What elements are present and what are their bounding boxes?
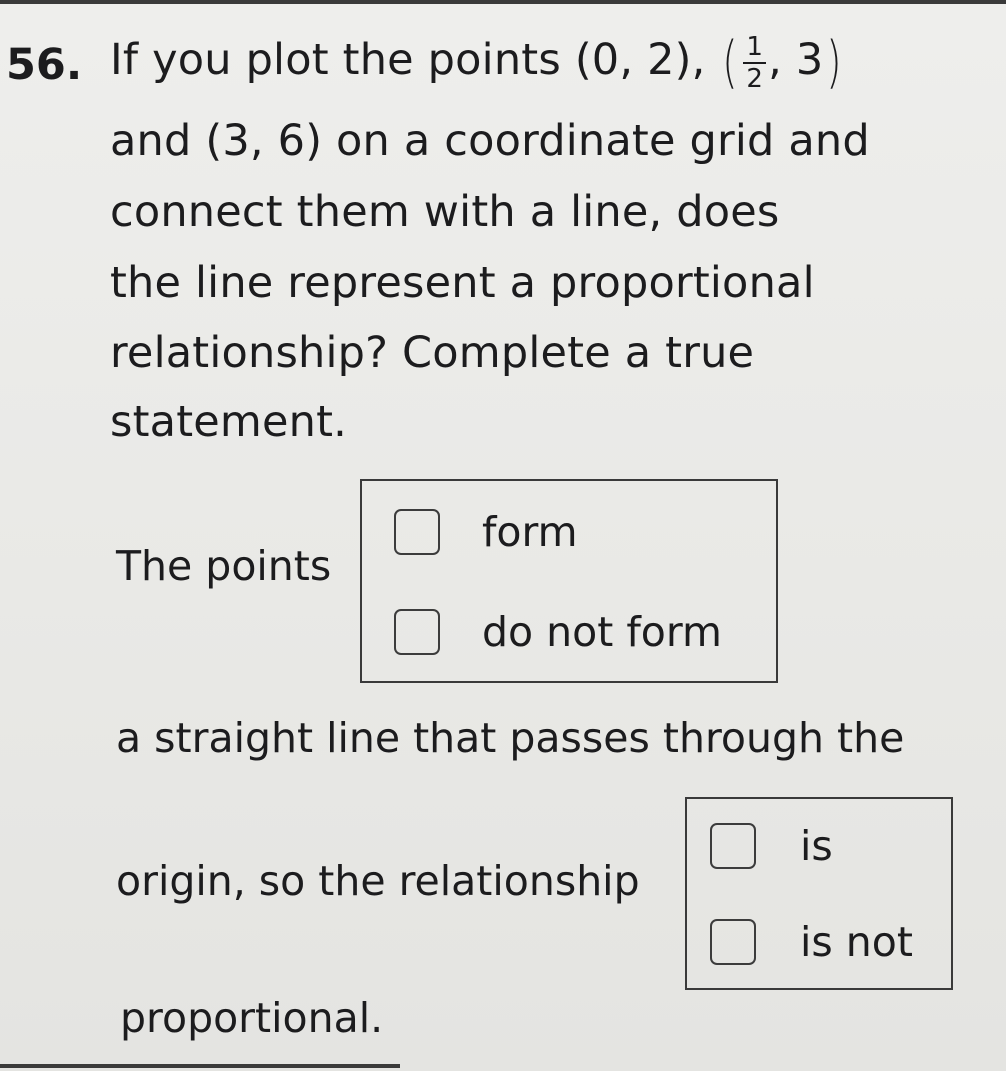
option-is[interactable] bbox=[710, 822, 833, 870]
checkbox-is[interactable] bbox=[710, 823, 756, 869]
checkbox-form[interactable] bbox=[394, 509, 440, 555]
option-form-label: form bbox=[482, 508, 578, 556]
option-is-not[interactable] bbox=[710, 918, 913, 966]
top-divider bbox=[0, 0, 1006, 4]
question-line-1-prefix: If you plot the points (0, 2), bbox=[110, 35, 720, 85]
question-line-3: connect them with a line, does bbox=[110, 187, 780, 237]
question-line-4: the line represent a proportional bbox=[110, 258, 815, 308]
checkbox-is-not[interactable] bbox=[710, 919, 756, 965]
close-paren: ) bbox=[826, 30, 843, 95]
question-line-1-suffix: , 3 bbox=[768, 35, 824, 85]
question-line-1 bbox=[110, 30, 846, 95]
option-do-not-form[interactable] bbox=[394, 608, 722, 656]
question-line-6: statement. bbox=[110, 397, 348, 447]
statement-part-3: origin, so the relationship bbox=[116, 857, 640, 905]
checkbox-do-not-form[interactable] bbox=[394, 609, 440, 655]
fraction-one-half bbox=[743, 31, 766, 94]
bottom-divider bbox=[0, 1064, 400, 1068]
fraction-numerator: 1 bbox=[743, 34, 766, 64]
option-is-not-label: is not bbox=[800, 918, 913, 966]
statement-part-2: a straight line that passes through the bbox=[116, 714, 905, 762]
question-line-2: and (3, 6) on a coordinate grid and bbox=[110, 116, 870, 166]
question-line-5: relationship? Complete a true bbox=[110, 328, 755, 378]
question-number: 56. bbox=[6, 40, 83, 90]
open-paren: ( bbox=[722, 30, 739, 95]
option-form[interactable] bbox=[394, 508, 578, 556]
fraction-denominator: 2 bbox=[746, 63, 764, 94]
option-is-label: is bbox=[800, 822, 833, 870]
statement-part-1: The points bbox=[116, 542, 332, 590]
option-do-not-form-label: do not form bbox=[482, 608, 722, 656]
statement-part-4: proportional. bbox=[120, 994, 384, 1042]
